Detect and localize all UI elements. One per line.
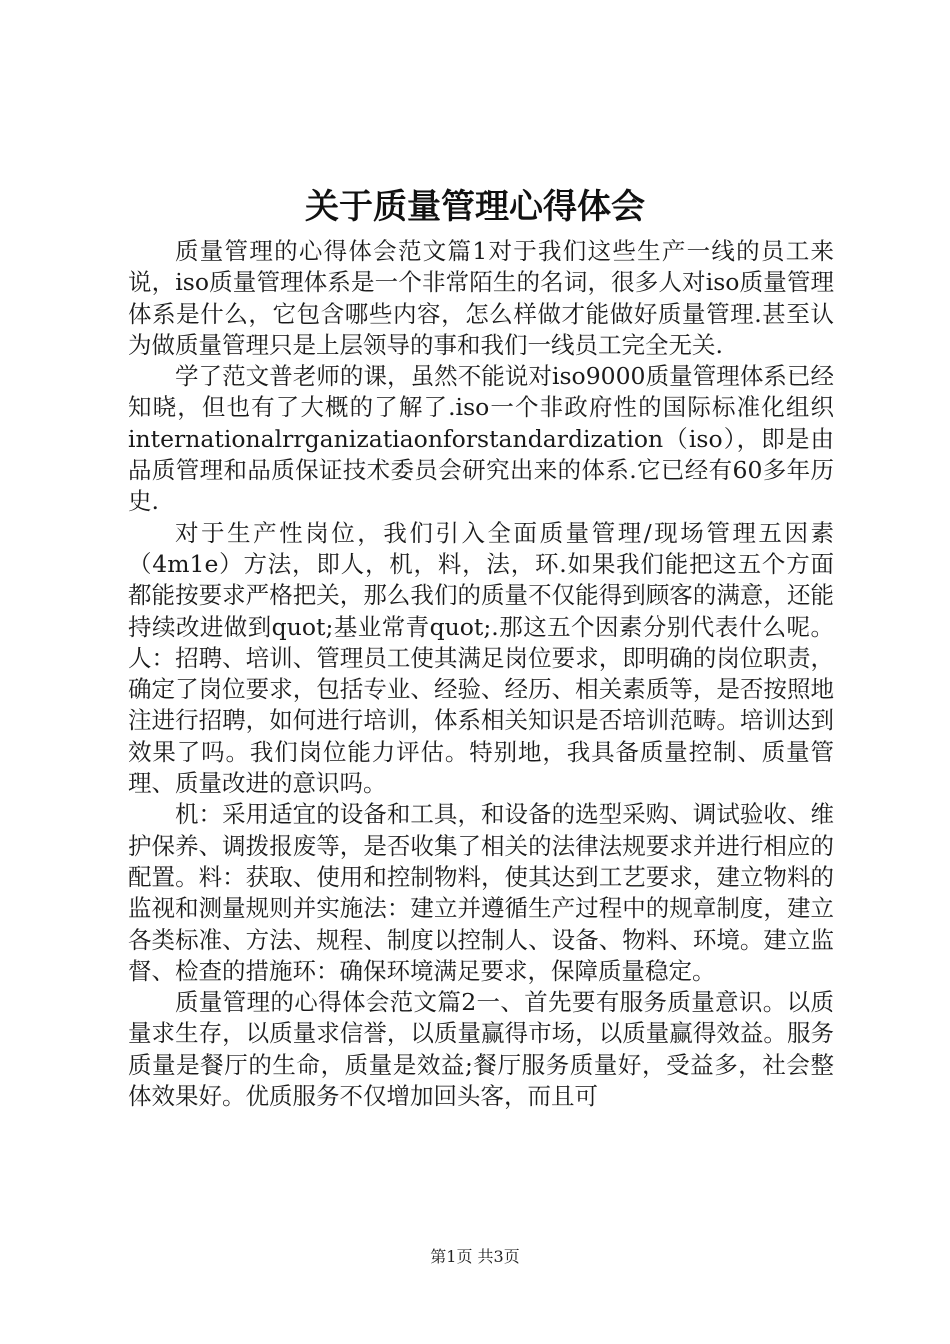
paragraph: 质量管理的心得体会范文篇2一、首先要有服务质量意识。以质量求生存，以质量求信誉，以质量赢得市场，以质量赢得效益。服务质量是餐厅的生命，质量是效益;餐厅服务质量好，受益多，社会整体效果好。优质服务不仅增加回头客，而且可 [128,988,834,1111]
paragraph: 学了范文普老师的课，虽然不能说对iso9000质量管理体系已经知晓，但也有了大概的了解了.iso一个非政府性的国际标准化组织internationalrrganizatiaonforstandardization（iso），即是由品质管理和品质保证技术委员会研究出来的体系.它已经有60多年历史. [128,362,834,516]
paragraph: 机：采用适宜的设备和工具，和设备的选型采购、调试验收、维护保养、调拨报废等，是否收集了相关的法律法规要求并进行相应的配置。料：获取、使用和控制物料，使其达到工艺要求，建立物料的监视和测量规则并实施法：建立并遵循生产过程中的规章制度，建立各类标准、方法、规程、制度以控制人、设备、物料、环境。建立监督、检查的措施环：确保环境满足要求，保障质量稳定。 [128,800,834,985]
document-body [128,236,834,1112]
document-title: 关于质量管理心得体会 [305,187,645,227]
page-footer: 第1页 共3页 [430,1247,520,1266]
paragraph: 质量管理的心得体会范文篇1对于我们这些生产一线的员工来说，iso质量管理体系是一个非常陌生的名词，很多人对iso质量管理体系是什么，它包含哪些内容，怎么样做才能做好质量管理.甚至认为做质量管理只是上层领导的事和我们一线员工完全无关. [128,237,834,359]
paragraph: 对于生产性岗位，我们引入全面质量管理/现场管理五因素（4m1e）方法，即人，机，料，法，环.如果我们能把这五个方面都能按要求严格把关，那么我们的质量不仅能得到顾客的满意，还能持续改进做到quot;基业常青quot;.那这五个因素分别代表什么呢。人：招聘、培训、管理员工使其满足岗位要求，即明确的岗位职责，确定了岗位要求，包括专业、经验、经历、相关素质等，是否按照地注进行招聘，如何进行培训，体系相关知识是否培训范畴。培训达到效果了吗。我们岗位能力评估。特别地，我具备质量控制、质量管理、质量改进的意识吗。 [128,518,834,798]
